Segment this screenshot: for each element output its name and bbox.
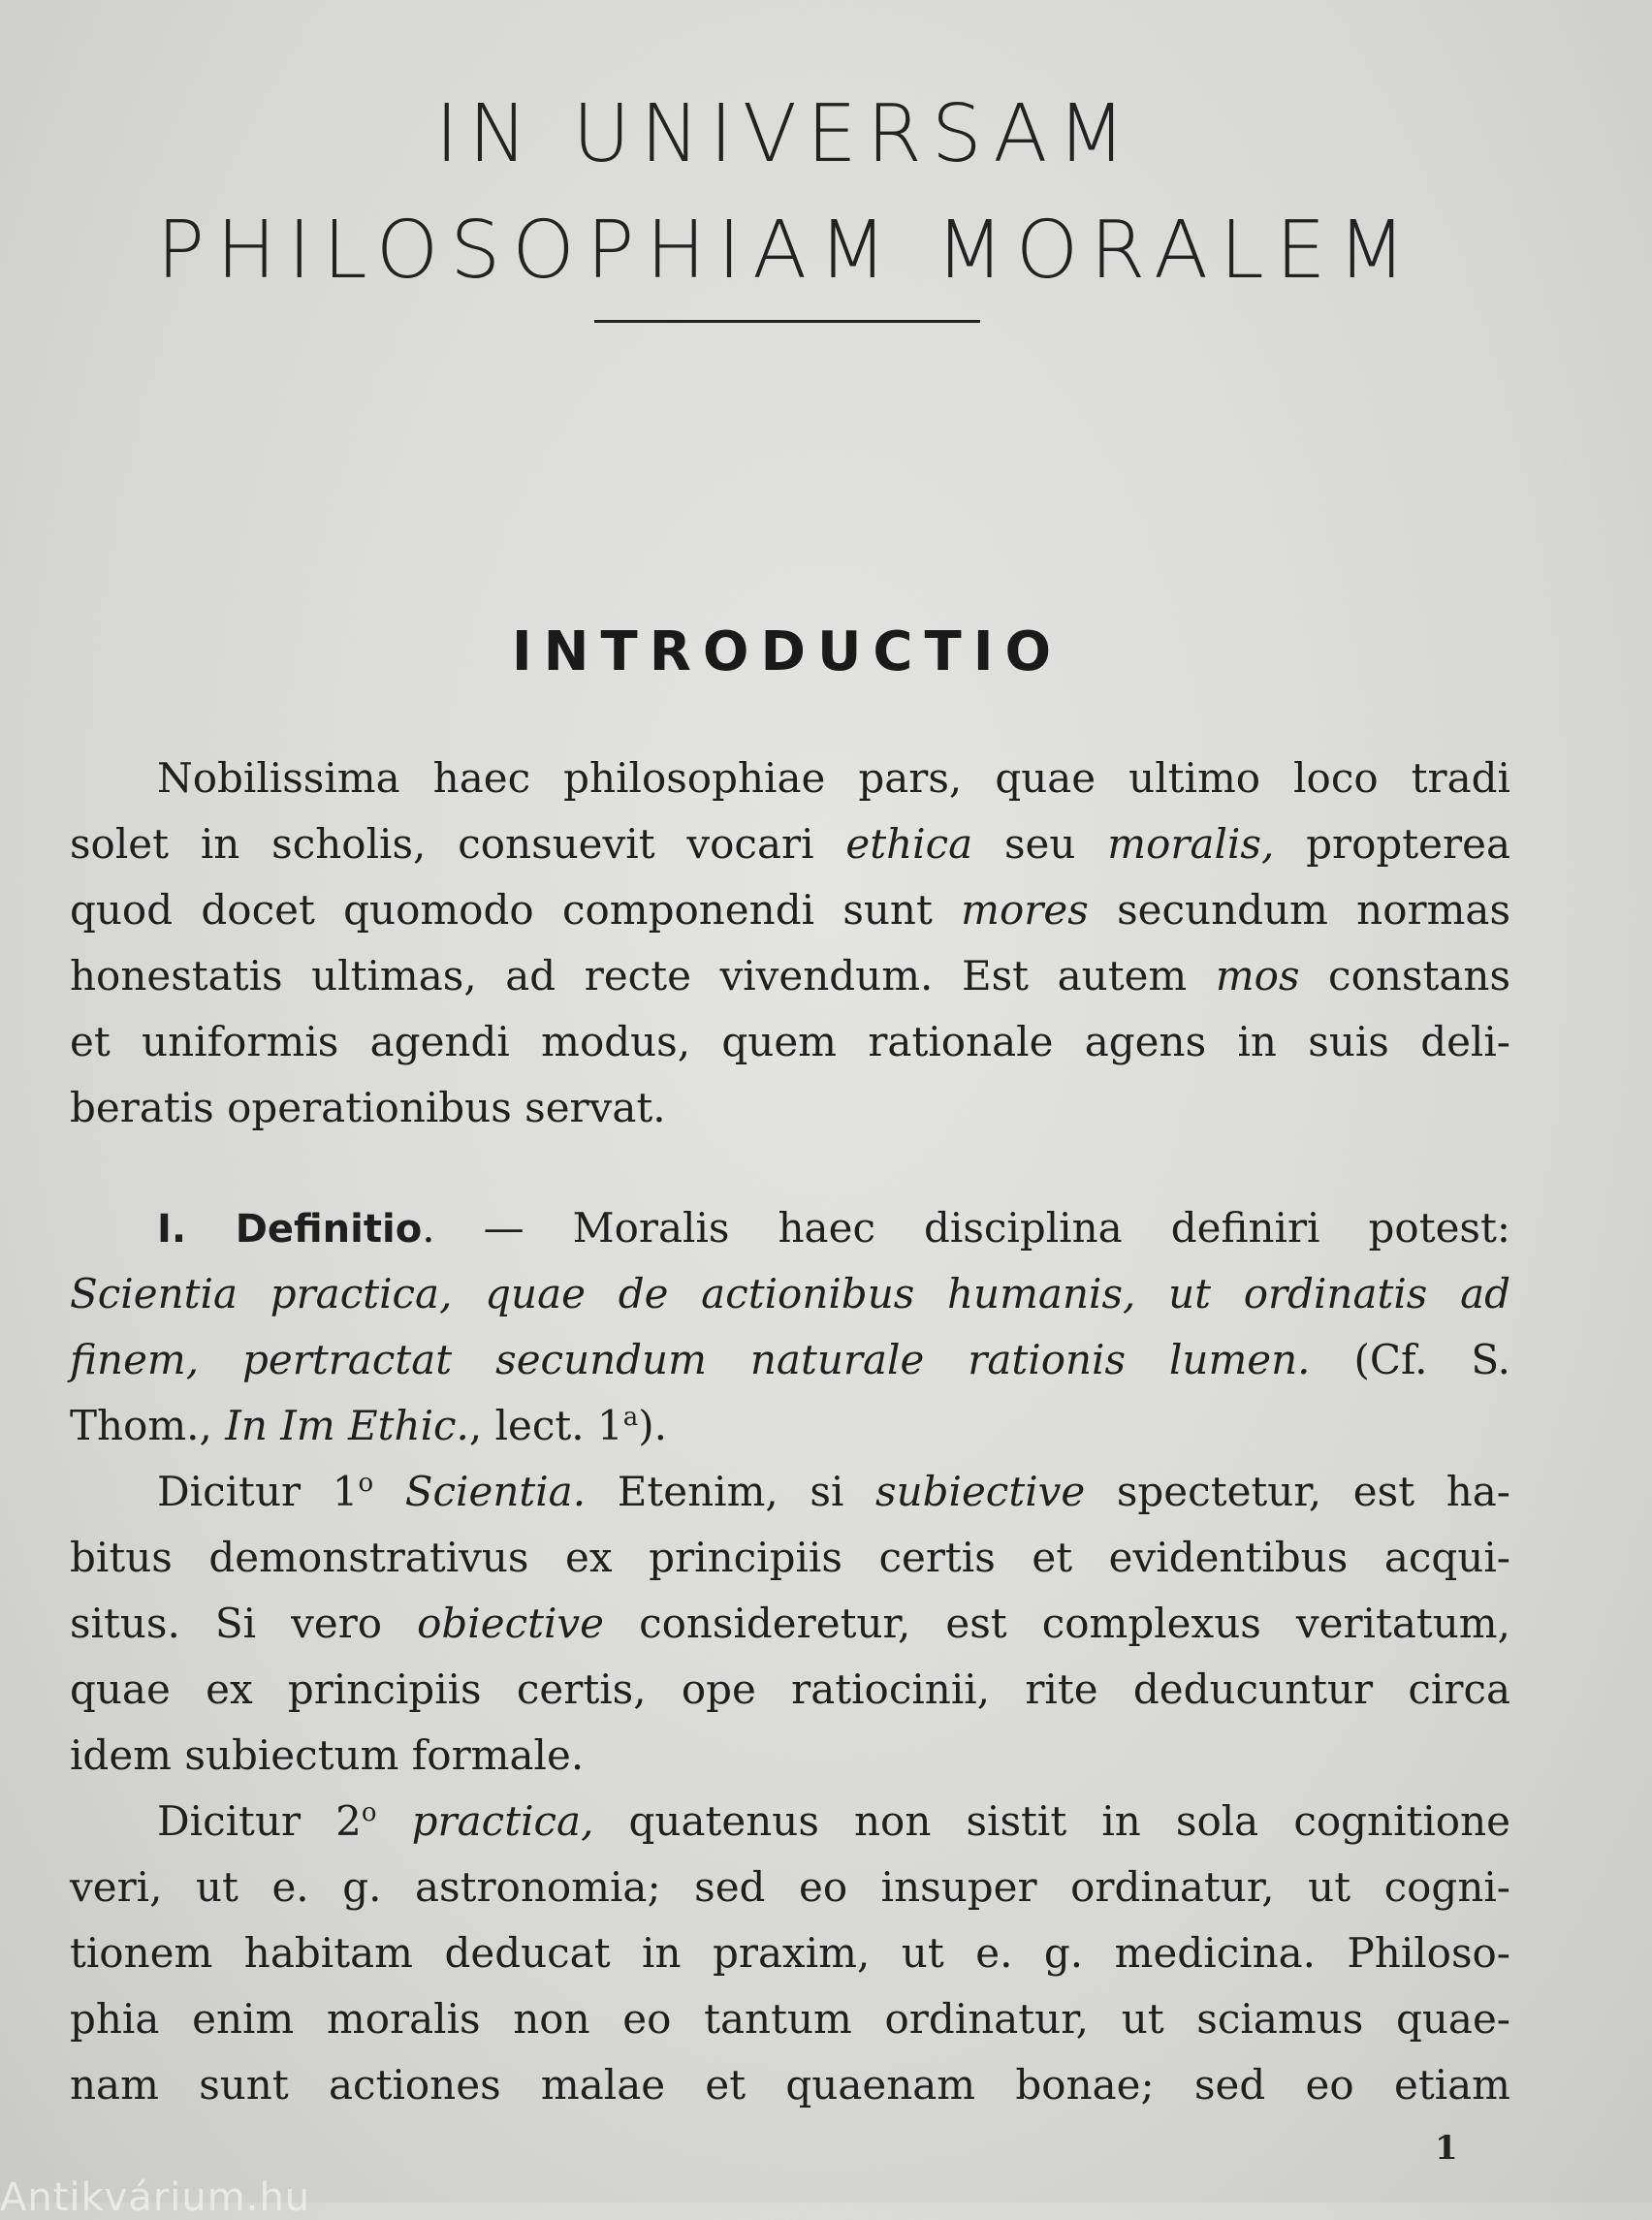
paragraph-3-line-5 [70, 1731, 1510, 1780]
text-run: veri, ut e. g. astronomia; sed eo insuper ordinatur, ut cogni- [70, 1863, 1510, 1911]
text-run [373, 1468, 405, 1515]
italic-term: ethica [845, 820, 973, 868]
text-run: Dicitur 2 [157, 1797, 362, 1845]
paragraph-2-line-3 [70, 1336, 1510, 1384]
italic-term: mos [1215, 952, 1300, 999]
paragraph-4-line-5 [70, 2061, 1510, 2109]
paragraph-1-line-2 [70, 820, 1510, 869]
italic-citation: In Im Ethic. [225, 1402, 469, 1449]
paragraph-3-line-2 [70, 1534, 1510, 1582]
paragraph-4-line-1 [157, 1797, 1510, 1846]
paragraph-3-line-1 [157, 1468, 1510, 1516]
text-run: quatenus non sistit in sola cognitione [593, 1797, 1510, 1845]
text-run: quae ex principiis certis, ope ratiocinii, rite deducuntur circa [70, 1665, 1510, 1713]
text-run: propterea [1274, 820, 1510, 868]
paragraph-2-line-2 [70, 1270, 1510, 1318]
text-run: Thom., [70, 1402, 226, 1449]
paragraph-2-line-1 [157, 1204, 1510, 1253]
text-run: quod docet quomodo componendi sunt [70, 886, 962, 934]
text-run: Etenim, si [586, 1468, 876, 1515]
text-run: seu [972, 820, 1108, 868]
italic-definition: Scientia practica, quae de actionibus humanis, ut ordinatis ad [70, 1270, 1510, 1317]
text-run: constans [1299, 952, 1510, 999]
paragraph-1-line-4 [70, 952, 1510, 1000]
text-run: et uniformis agendi modus, quem rationale agens in suis deli- [70, 1018, 1510, 1065]
paragraph-2-line-4 [70, 1402, 1510, 1450]
italic-term: mores [961, 886, 1089, 934]
italic-term: Scientia. [404, 1468, 587, 1515]
section-heading: INTRODUCTIO [511, 620, 1064, 683]
superscript: o [361, 1798, 377, 1827]
watermark: Antikvárium.hu [0, 2175, 311, 2220]
text-run: bitus demonstrativus ex principiis certis et evidentibus acqui- [70, 1534, 1510, 1581]
paragraph-1-line-6 [70, 1084, 1510, 1132]
text-run: , lect. 1 [468, 1402, 623, 1449]
text-run: ). [638, 1402, 667, 1449]
superscript: a [622, 1403, 639, 1432]
text-run: beratis operationibus servat. [70, 1084, 666, 1131]
text-run: spectetur, est ha- [1085, 1468, 1511, 1515]
text-run [377, 1797, 412, 1845]
text-run: (Cf. S. [1310, 1336, 1511, 1383]
page-title-line-1: IN UNIVERSAM [434, 88, 1136, 180]
paragraph-1-line-1 [157, 754, 1510, 803]
paragraph-1-line-3 [70, 886, 1510, 935]
italic-definition: finem, pertractat secundum naturale rationis lumen. [70, 1336, 1311, 1383]
paragraph-4-line-4 [70, 1995, 1510, 2044]
text-run: idem subiectum formale. [70, 1731, 585, 1779]
text-run: honestatis ultimas, ad recte vivendum. Est autem [70, 952, 1216, 999]
text-run: Nobilissima haec philosophiae pars, quae ultimo loco tradi [157, 754, 1510, 802]
text-run: tionem habitam deducat in praxim, ut e. g. medicina. Philoso- [70, 1929, 1510, 1977]
italic-term: subiective [875, 1468, 1086, 1515]
italic-term: moralis, [1107, 820, 1275, 868]
paragraph-3-line-3 [70, 1600, 1510, 1648]
text-run: secundum normas [1088, 886, 1511, 934]
text-run: consideretur, est complexus veritatum, [604, 1600, 1510, 1647]
text-run: phia enim moralis non eo tantum ordinatur, ut sciamus quae- [70, 1995, 1510, 2043]
paragraph-4-line-3 [70, 1929, 1510, 1978]
page-number: 1 [1435, 2129, 1458, 2168]
paragraph-4-line-2 [70, 1863, 1510, 1912]
text-run: situs. Si vero [70, 1600, 418, 1647]
paragraph-3-line-4 [70, 1665, 1510, 1714]
italic-term: obiective [417, 1600, 605, 1647]
text-run: Dicitur 1 [157, 1468, 359, 1515]
superscript: o [358, 1469, 374, 1498]
page-title-line-2: PHILOSOPHIAM MORALEM [156, 205, 1418, 297]
title-underline-rule [594, 320, 980, 323]
text-run: nam sunt actiones malae et quaenam bonae; sed eo etiam [70, 2061, 1510, 2109]
italic-term: practica, [411, 1797, 594, 1845]
definition-heading: I. Definitio [157, 1207, 423, 1252]
text-run: . — Moralis haec disciplina definiri potest: [422, 1204, 1511, 1252]
text-run: solet in scholis, consuevit vocari [70, 820, 846, 868]
paragraph-1-line-5 [70, 1018, 1510, 1066]
